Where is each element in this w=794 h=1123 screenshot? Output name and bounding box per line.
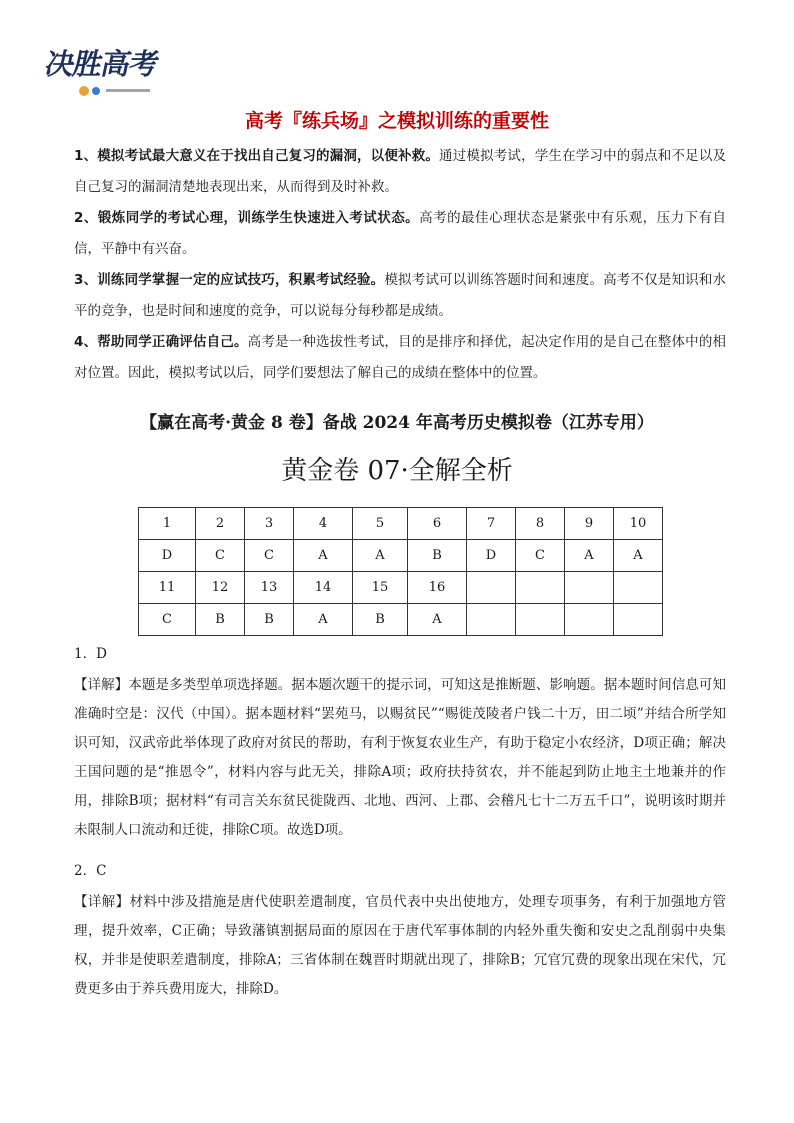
promo-item-4 bbox=[74, 327, 726, 389]
answer-cell: 5 bbox=[353, 508, 408, 540]
answer-cell bbox=[614, 604, 663, 636]
answer-cell: 14 bbox=[294, 572, 353, 604]
logo-decoration-icon bbox=[76, 84, 156, 98]
answer-row bbox=[139, 572, 663, 604]
promo-item-text: 通过模拟考试，学生在学习中的弱点和不足以及自己复习的漏洞清楚地表现出来，从而得到及时补救。 bbox=[74, 148, 726, 195]
answer-cell: 9 bbox=[565, 508, 614, 540]
question-1-detail: 【详解】本题是多类型单项选择题。据本题次题干的提示词，可知这是推断题、影响题。据本题时间信息可知准确时空是：汉代（中国）。据本题材料“罢苑马，以赐贫民”“赐徙茂陵者户钱二十万，田二顷”并结合所学知识可知，汉武帝此举体现了政府对贫民的帮助，有利于恢复农业生产，有助于稳定小农经济，D项正确；解决王国问题的是“推恩令”，材料内容与此无关，排除A项；政府扶持贫农，并不能起到防止地主土地兼并的作用，排除B项；据材料“有司言关东贫民徙陇西、北地、西河、上郡、会稽凡七十二万五千口”，说明该时期并未限制人口流动和迁徙，排除C项。故选D项。 bbox=[74, 677, 726, 838]
promo-item-text: 高考是一种选拔性考试，目的是排序和择优，起决定作用的是自己在整体中的相对位置。因此，模拟考试以后，同学们要想法了解自己的成绩在整体中的位置。 bbox=[74, 334, 726, 381]
exam-title: 【赢在高考·黄金 8 卷】备战 2024 年高考历史模拟卷（江苏专用） bbox=[140, 413, 654, 433]
answer-cell: B bbox=[408, 540, 467, 572]
answer-cell: 13 bbox=[245, 572, 294, 604]
answer-cell bbox=[516, 604, 565, 636]
promo-item-1 bbox=[74, 141, 726, 203]
answer-cell: 7 bbox=[467, 508, 516, 540]
answer-cell: C bbox=[245, 540, 294, 572]
answer-row bbox=[139, 508, 663, 540]
answer-cell: A bbox=[294, 604, 353, 636]
promo-item-bold: 4、帮助同学正确评估自己。 bbox=[74, 334, 248, 350]
answer-cell: 10 bbox=[614, 508, 663, 540]
answer-cell: A bbox=[294, 540, 353, 572]
answer-cell: 3 bbox=[245, 508, 294, 540]
answer-cell: B bbox=[245, 604, 294, 636]
promo-item-text: 高考的最佳心理状态是紧张中有乐观，压力下有自信，平静中有兴奋。 bbox=[74, 210, 726, 257]
answer-cell: 2 bbox=[196, 508, 245, 540]
logo-text: 决胜高考 bbox=[42, 47, 162, 81]
answer-row bbox=[139, 604, 663, 636]
answer-cell: D bbox=[139, 540, 196, 572]
answer-cell: 11 bbox=[139, 572, 196, 604]
answer-cell: 16 bbox=[408, 572, 467, 604]
question-2-detail: 【详解】材料中涉及措施是唐代使职差遣制度，官员代表中央出使地方，处理专项事务，有利于加强地方管理，提升效率，C正确；导致藩镇割据局面的原因在于唐代军事体制的内轻外重失衡和安史之乱削弱中央集权，并非是使职差遣制度，排除A；三省体制在魏晋时期就出现了，排除B；冗官冗费的现象出现在宋代，冗费更多由于养兵费用庞大，排除D。 bbox=[74, 894, 726, 997]
answer-cell bbox=[467, 604, 516, 636]
promo-item-bold: 1、模拟考试最大意义在于找出自己复习的漏洞，以便补救。 bbox=[74, 148, 440, 164]
answer-cell: B bbox=[353, 604, 408, 636]
answer-cell bbox=[467, 572, 516, 604]
answer-cell: 12 bbox=[196, 572, 245, 604]
answer-cell: 15 bbox=[353, 572, 408, 604]
answer-cell: 8 bbox=[516, 508, 565, 540]
answer-cell bbox=[565, 604, 614, 636]
answer-cell: B bbox=[196, 604, 245, 636]
answer-cell: C bbox=[196, 540, 245, 572]
question-2-number: 2．C bbox=[74, 863, 107, 879]
promo-item-3 bbox=[74, 265, 726, 327]
answer-cell: C bbox=[516, 540, 565, 572]
logo bbox=[42, 40, 164, 106]
answer-cell: A bbox=[614, 540, 663, 572]
answer-row bbox=[139, 540, 663, 572]
answer-cell bbox=[516, 572, 565, 604]
answer-table bbox=[138, 507, 663, 636]
promo-title: 高考『练兵场』之模拟训练的重要性 bbox=[244, 110, 549, 132]
answer-cell: A bbox=[565, 540, 614, 572]
answer-cell: 4 bbox=[294, 508, 353, 540]
answer-cell: D bbox=[467, 540, 516, 572]
answer-cell: A bbox=[408, 604, 467, 636]
answer-cell bbox=[565, 572, 614, 604]
answer-cell: 1 bbox=[139, 508, 196, 540]
promo-item-text: 模拟考试可以训练答题时间和速度。高考不仅是知识和水平的竞争，也是时间和速度的竞争，可以说每分每秒都是成绩。 bbox=[74, 272, 726, 319]
exam-subtitle: 黄金卷 07·全解全析 bbox=[281, 456, 513, 486]
promo-item-bold: 3、训练同学掌握一定的应试技巧，积累考试经验。 bbox=[74, 272, 385, 288]
promo-item-bold: 2、锻炼同学的考试心理，训练学生快速进入考试状态。 bbox=[74, 210, 420, 226]
answer-cell: A bbox=[353, 540, 408, 572]
question-1-number: 1．D bbox=[74, 646, 107, 662]
promo-item-2 bbox=[74, 203, 726, 265]
answer-cell: 6 bbox=[408, 508, 467, 540]
answer-cell bbox=[614, 572, 663, 604]
answer-cell: C bbox=[139, 604, 196, 636]
